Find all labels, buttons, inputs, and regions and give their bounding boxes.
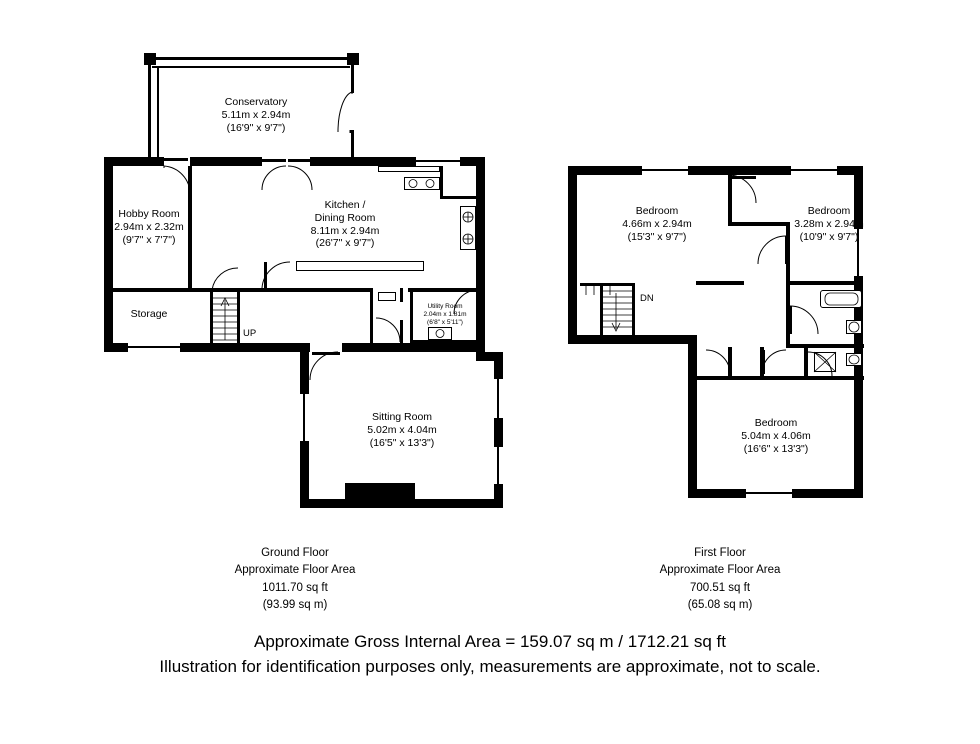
room-label-conservatory: Conservatory 5.11m x 2.94m (16'9" x 9'7") — [221, 96, 291, 134]
ground-wall-top-b — [190, 157, 262, 166]
first-window-bottom-line — [746, 492, 792, 494]
room-label-bedroom-2: Bedroom 3.28m x 2.94m (10'9" x 9'7") — [794, 205, 864, 243]
first-wall-left — [568, 166, 577, 344]
kitchen-hob-rings — [404, 177, 440, 190]
first-window-top-1-line — [642, 169, 688, 171]
first-floor-caption: First Floor Approximate Floor Area 700.51 sq ft (65.08 sq m) — [659, 547, 781, 611]
room-label-bedroom-3: Bedroom 5.04m x 4.06m (16'6" x 13'3") — [741, 417, 811, 455]
first-wall-corridor-b — [696, 376, 808, 380]
kitchen-external-door-arc-left — [262, 166, 288, 192]
bathroom-door-leaf — [789, 306, 792, 334]
bed1-door-leaf — [728, 176, 756, 179]
conservatory-wall-top — [148, 57, 354, 60]
first-wall-bed2-bottom — [786, 281, 863, 285]
ground-wall-sitting-right-b — [494, 418, 503, 447]
room-label-utility: Utility Room 2.04m x 1.81m (6'8" x 5'11") — [423, 303, 467, 327]
ground-wall-right-kitchen — [476, 157, 485, 294]
first-wall-right-b — [854, 276, 863, 498]
first-floor-plan — [520, 0, 980, 611]
first-wall-bottom-b — [792, 489, 863, 498]
utility-sink-detail — [428, 327, 452, 340]
ground-window-sitting-left-line — [303, 394, 305, 441]
ground-floor-plan — [0, 0, 520, 611]
kitchen-counter-top — [378, 166, 440, 172]
landing-door-arc-1 — [706, 350, 732, 376]
wc-door-arc — [376, 318, 402, 344]
ground-floor-caption: Ground Floor Approximate Floor Area 1011.70 sq ft (93.99 sq m) — [234, 547, 356, 611]
kitchen-unit-right-detail — [460, 206, 476, 250]
stair-treads-ground — [208, 290, 244, 348]
bed1-door-arc — [728, 175, 758, 205]
kitchen-internal-door-leaf — [264, 262, 267, 288]
conservatory-wall-top-inner — [152, 66, 350, 68]
ground-wall-left — [104, 157, 113, 352]
ground-fireplace — [345, 483, 415, 499]
first-stair-upper-treads — [580, 286, 636, 296]
wc-wall-right — [400, 288, 403, 302]
ground-wall-sitting-left — [300, 352, 309, 394]
ground-up-label: UP — [243, 328, 257, 339]
kitchen-external-door-leaf-r — [288, 159, 312, 162]
bath-tub-detail — [820, 290, 862, 308]
conservatory-wall-right-lower — [351, 130, 354, 158]
footer-line-1: Approximate Gross Internal Area = 159.07 sq m / 1712.21 sq ft — [253, 632, 726, 651]
room-label-bedroom-1: Bedroom 4.66m x 2.94m (15'3" x 9'7") — [622, 205, 692, 243]
room-label-sitting-room: Sitting Room 5.02m x 4.04m (16'5" x 13'3") — [367, 411, 437, 449]
hall-door-leaf-1 — [212, 288, 238, 291]
room-label-kitchen-dining: Kitchen / Dining Room 8.11m x 2.94m (26'7" x 9'7") — [310, 199, 380, 250]
footer-text — [0, 630, 980, 679]
bathroom-wc-detail — [846, 320, 862, 334]
conservatory-wall-left — [148, 57, 151, 158]
ground-wall-hall-bottom — [300, 343, 310, 352]
bathroom-door-arc — [790, 306, 820, 336]
sitting-door-leaf — [312, 352, 340, 355]
ground-wall-hobby-storage — [104, 288, 190, 292]
ground-window-storage-line — [128, 346, 180, 348]
ground-wall-storage-bottom-b — [180, 343, 310, 352]
kitchen-external-door-leaf-l — [262, 159, 286, 162]
conservatory-corner-left — [144, 53, 156, 65]
ensuite-door-arc — [808, 352, 834, 378]
ground-window-sitting-right1-line — [497, 379, 499, 418]
ground-wall-top-c — [310, 157, 416, 166]
room-label-storage: Storage — [130, 308, 168, 320]
first-wall-top — [568, 166, 642, 175]
conservatory-wall-left-inner — [157, 66, 159, 158]
ground-wall-storage-bottom — [104, 343, 128, 352]
first-wall-bottom — [688, 489, 746, 498]
conservatory-door-arc — [336, 92, 376, 134]
ground-wall-top — [104, 157, 164, 166]
first-wall-left-b — [688, 344, 697, 498]
wc-basin — [378, 292, 396, 301]
sitting-door-arc — [310, 352, 342, 382]
conservatory-corner-right — [347, 53, 359, 65]
footer-line-2: Illustration for identification purposes only, measurements are approximate, not to scale. — [159, 656, 821, 676]
kitchen-island — [296, 261, 424, 271]
ground-wall-sitting-top — [476, 352, 503, 361]
room-label-hobby-room: Hobby Room 2.94m x 2.32m (9'7" x 7'7") — [114, 208, 184, 246]
hobby-external-door-leaf — [162, 158, 188, 161]
ensuite-basin-detail — [846, 353, 862, 366]
landing-door-leaf-2 — [762, 350, 765, 374]
kitchen-wall-right-small-b — [440, 196, 476, 199]
first-wall-landing-bottom — [696, 281, 744, 285]
landing-door-arc-2 — [762, 350, 788, 376]
ground-wall-sitting-bottom — [300, 499, 503, 508]
ground-wall-hall-bottom-b — [342, 343, 476, 352]
first-window-top-2-line — [791, 169, 837, 171]
conservatory-door-leaf — [351, 71, 354, 93]
first-wall-bath-bottom — [786, 344, 864, 348]
kitchen-wall-right-small — [440, 166, 443, 196]
kitchen-external-door-arc-right — [286, 166, 312, 192]
first-wall-top-b — [688, 166, 791, 175]
first-dn-label: DN — [640, 293, 654, 304]
ground-window-top-kitchen-line — [416, 160, 460, 162]
ground-wall-sitting-left-b — [300, 441, 309, 508]
ground-window-sitting-right2-line — [497, 447, 499, 484]
wc-wall-left — [370, 288, 373, 343]
